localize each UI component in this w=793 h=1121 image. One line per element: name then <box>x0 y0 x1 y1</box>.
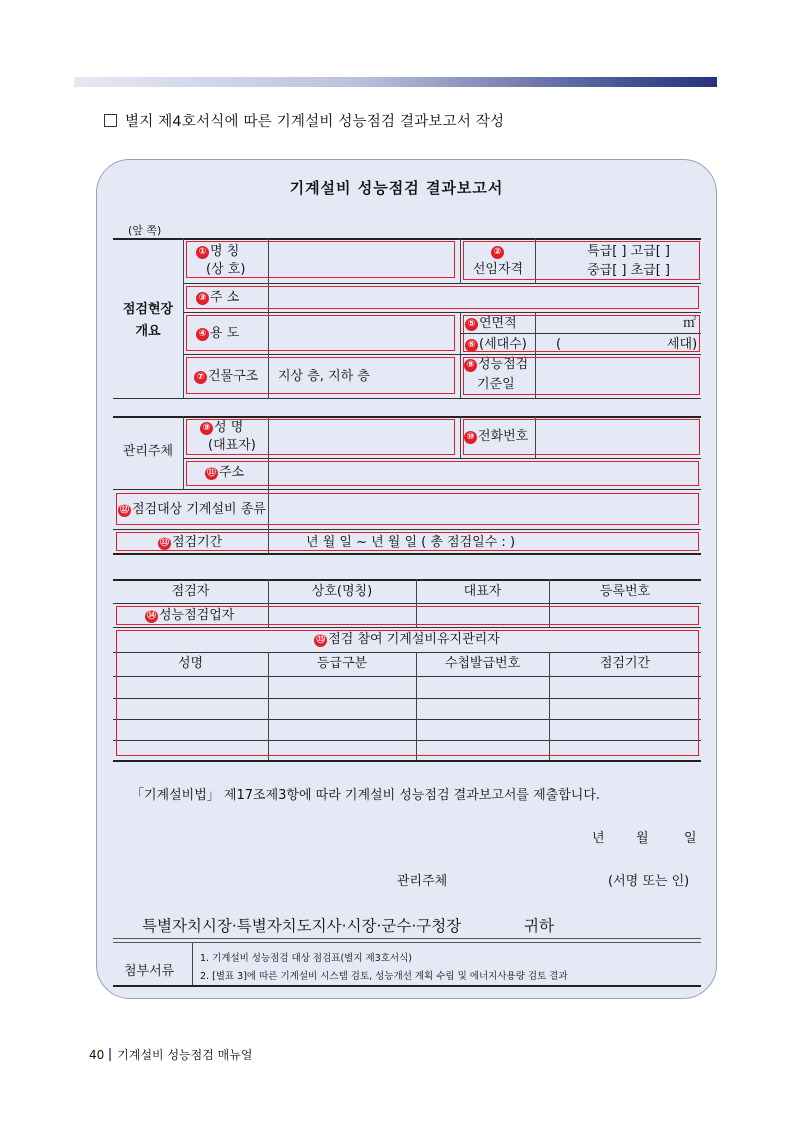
rule-top <box>113 416 701 418</box>
circled-number-3-icon: ③ <box>196 292 209 305</box>
col-line <box>460 238 461 284</box>
rule <box>113 603 701 604</box>
date-year: 년 <box>592 831 605 846</box>
use-label: ④ 용 도 <box>196 326 239 342</box>
red-box <box>186 315 455 351</box>
circled-number-7-icon: ⑦ <box>194 371 207 384</box>
rule-top <box>113 238 701 240</box>
structure-value[interactable]: 지상 층, 지하 층 <box>278 369 370 384</box>
red-box <box>116 532 699 551</box>
checkbox-square-icon <box>104 114 117 127</box>
red-box <box>463 241 700 280</box>
form-title: 기계설비 성능점검 결과보고서 <box>289 179 504 197</box>
grade-option-top[interactable]: 특급[ ] 고급[ ] <box>587 244 670 259</box>
rule <box>183 283 701 284</box>
manual-title: 기계설비 성능점검 매뉴얼 <box>117 1048 253 1062</box>
circled-number-5-icon: ⑤ <box>465 318 478 331</box>
circled-number-14-icon: ⑭ <box>146 611 156 621</box>
intro-heading <box>104 110 504 131</box>
participant-booklet-header: 수첩발급번호 <box>444 656 521 671</box>
date-month: 월 <box>636 831 649 846</box>
red-box <box>116 493 699 525</box>
declaration-text: 「기계설비법」 제17조제3항에 따라 기계설비 성능점검 결과보고서를 제출합니다. <box>131 788 601 803</box>
households-label: ⑥ (세대수) <box>465 337 527 353</box>
rule <box>113 529 701 530</box>
signee-label: 관리주체 <box>397 874 448 889</box>
participant-name-header: 성명 <box>177 656 204 671</box>
rule <box>113 627 701 628</box>
rule <box>113 938 701 939</box>
attachments-label: 첨부서류 <box>124 964 175 979</box>
rule <box>113 398 701 399</box>
footer-divider <box>109 1048 111 1061</box>
registration-header: 등록번호 <box>599 584 651 599</box>
col-line <box>183 416 184 489</box>
participants-title: ⑮ 점검 참여 기계설비유지관리자 <box>316 632 500 647</box>
rule-bottom <box>113 553 701 555</box>
manager-section-label: 관리주체 <box>122 444 174 459</box>
manager-name-sub: (대표자) <box>208 438 256 453</box>
inspector-header: 점검자 <box>171 584 210 599</box>
front-side-label: (앞 쪽) <box>128 224 162 237</box>
attachment-item-2: 2. [별표 3]에 따른 기계설비 시스템 검토, 성능개선 계획 수립 및 에너지사용량 검토 결과 <box>200 971 568 982</box>
circled-number-12-icon: ⑫ <box>119 505 129 515</box>
name-label-sub: (상 호) <box>206 262 246 277</box>
circled-number-8-icon: ⑧ <box>464 359 477 372</box>
site-section-label: 점검현장 개요 <box>122 302 174 339</box>
rule <box>113 489 701 490</box>
red-box <box>463 357 700 395</box>
performance-inspector-label: ⑭ 성능점검업자 <box>146 608 235 623</box>
period-label: ⑬ 점검기간 <box>159 535 223 550</box>
circled-number-15-icon: ⑮ <box>316 635 326 645</box>
inspection-date-label: ⑧ 성능점검 <box>464 357 528 373</box>
red-box <box>186 286 699 309</box>
rule <box>183 458 701 459</box>
col-line <box>183 238 184 398</box>
signature-placeholder[interactable]: (서명 또는 인) <box>608 874 690 889</box>
representative-header: 대표자 <box>463 584 502 599</box>
header-gradient-bar <box>74 77 717 87</box>
rule <box>183 312 701 313</box>
col-line <box>460 416 461 458</box>
period-value[interactable]: 년 월 일 ~ 년 월 일 ( 총 점검일수 : ) <box>306 535 516 550</box>
rule-top <box>113 579 701 581</box>
circled-number-6-icon: ⑥ <box>465 339 478 352</box>
rule-bottom <box>113 985 701 987</box>
manager-phone-label: ⑩ 전화번호 <box>464 429 528 445</box>
floor-area-unit: ㎡ <box>683 316 697 331</box>
date-day: 일 <box>684 831 697 846</box>
page-number: 40 <box>89 1048 105 1062</box>
manager-address-label: ⑪ 주소 <box>206 465 245 480</box>
col-line <box>460 312 461 354</box>
page-footer <box>89 1046 252 1063</box>
households-open: ( <box>556 337 562 352</box>
red-box <box>463 419 700 455</box>
red-box <box>186 461 699 486</box>
address-label: ③ 주 소 <box>196 290 239 306</box>
attachment-item-1: 1. 기계설비 성능점검 대상 점검표(별지 제3호서식) <box>200 953 412 964</box>
name-label: ① 명 칭 <box>196 244 239 260</box>
circled-number-1-icon: ① <box>196 246 209 259</box>
company-header: 상호(명칭) <box>311 584 373 599</box>
participant-grade-header: 등급구분 <box>316 656 368 671</box>
rule <box>113 942 701 943</box>
floor-area-label: ⑤ 연면적 <box>465 316 517 332</box>
inspection-date-sub: 기준일 <box>477 377 515 392</box>
circled-number-9-icon: ⑨ <box>200 422 213 435</box>
red-box <box>186 419 455 455</box>
equipment-types-label: ⑫ 점검대상 기계설비 종류 <box>119 502 266 517</box>
participant-period-header: 점검기간 <box>599 656 651 671</box>
col-line <box>192 943 193 985</box>
circled-number-13-icon: ⑬ <box>159 538 169 548</box>
red-box <box>463 315 700 352</box>
red-box <box>116 606 699 625</box>
col-line <box>460 354 461 398</box>
circled-number-10-icon: ⑩ <box>464 431 477 444</box>
rule-bottom <box>113 760 701 762</box>
grade-option-bottom[interactable]: 중급[ ] 초급[ ] <box>587 263 670 278</box>
red-box <box>186 357 455 394</box>
rule <box>183 354 701 355</box>
structure-label: ⑦ 건물구조 <box>194 369 258 385</box>
circled-number-4-icon: ④ <box>196 328 209 341</box>
appointed-qualification-text: 선임자격 <box>472 262 524 277</box>
intro-text: 별지 제4호서식에 따른 기계설비 성능점검 결과보고서 작성 <box>125 114 505 130</box>
red-box <box>186 241 455 278</box>
circled-number-2-icon: ② <box>491 246 504 259</box>
red-box <box>116 630 699 756</box>
households-close: 세대) <box>667 337 698 352</box>
addressee: 특별자치시장·특별자치도지사·시장·군수·구청장 <box>142 917 462 935</box>
addressee-suffix: 귀하 <box>524 917 554 935</box>
circled-number-11-icon: ⑪ <box>206 468 216 478</box>
manager-name-label: ⑨ 성 명 <box>200 420 243 436</box>
